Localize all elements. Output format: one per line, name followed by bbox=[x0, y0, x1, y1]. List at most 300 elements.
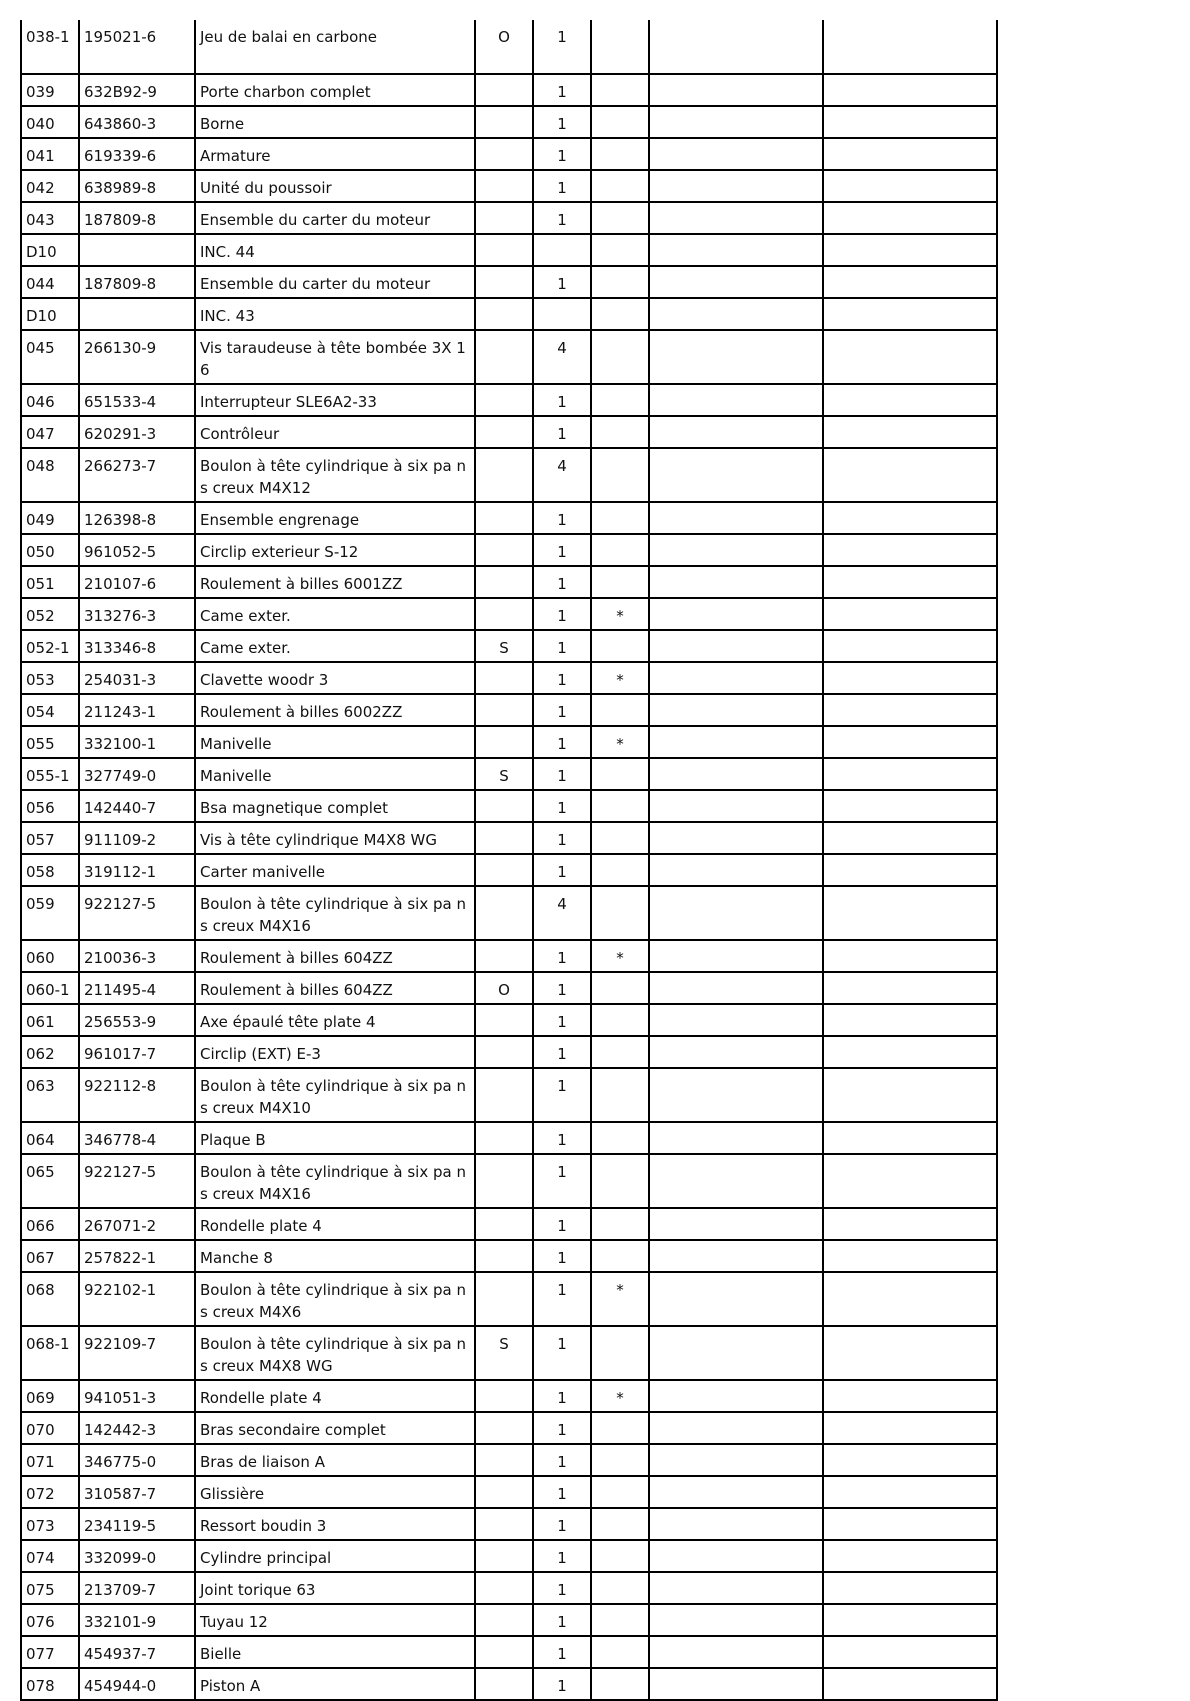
item-no-cell: 073 bbox=[21, 1508, 79, 1540]
description-cell: Bras de liaison A bbox=[195, 1444, 475, 1476]
item-no-cell: 042 bbox=[21, 170, 79, 202]
qty-cell: 1 bbox=[533, 1004, 591, 1036]
note-cell bbox=[591, 566, 649, 598]
blank-2-cell bbox=[823, 1380, 997, 1412]
table-row bbox=[21, 854, 997, 886]
blank-1-cell bbox=[649, 940, 823, 972]
part-no-cell: 941051-3 bbox=[79, 1380, 195, 1412]
part-no-cell: 267071-2 bbox=[79, 1208, 195, 1240]
flag-cell bbox=[475, 1068, 533, 1122]
item-no-cell: 050 bbox=[21, 534, 79, 566]
blank-2-cell bbox=[823, 1326, 997, 1380]
description-cell: Piston A bbox=[195, 1668, 475, 1700]
description-cell: Roulement à billes 6002ZZ bbox=[195, 694, 475, 726]
part-no-cell: 620291-3 bbox=[79, 416, 195, 448]
description-cell: Vis taraudeuse à tête bombée 3X 16 bbox=[195, 330, 475, 384]
flag-cell bbox=[475, 170, 533, 202]
table-row bbox=[21, 1272, 997, 1326]
qty-cell: 1 bbox=[533, 630, 591, 662]
blank-1-cell bbox=[649, 1004, 823, 1036]
table-row bbox=[21, 886, 997, 940]
description-cell: Rondelle plate 4 bbox=[195, 1208, 475, 1240]
note-cell bbox=[591, 758, 649, 790]
table-row bbox=[21, 1444, 997, 1476]
flag-cell bbox=[475, 448, 533, 502]
item-no-cell: 060 bbox=[21, 940, 79, 972]
note-cell bbox=[591, 234, 649, 266]
note-cell bbox=[591, 502, 649, 534]
table-row bbox=[21, 1068, 997, 1122]
blank-2-cell bbox=[823, 662, 997, 694]
blank-1-cell bbox=[649, 416, 823, 448]
note-cell bbox=[591, 822, 649, 854]
part-no-cell: 256553-9 bbox=[79, 1004, 195, 1036]
qty-cell: 1 bbox=[533, 1412, 591, 1444]
qty-cell: 1 bbox=[533, 202, 591, 234]
table-row bbox=[21, 726, 997, 758]
part-no-cell: 327749-0 bbox=[79, 758, 195, 790]
flag-cell bbox=[475, 1540, 533, 1572]
description-cell: Manche 8 bbox=[195, 1240, 475, 1272]
table-row bbox=[21, 534, 997, 566]
table-row bbox=[21, 138, 997, 170]
table-row bbox=[21, 298, 997, 330]
qty-cell: 1 bbox=[533, 598, 591, 630]
table-row bbox=[21, 972, 997, 1004]
item-no-cell: 051 bbox=[21, 566, 79, 598]
blank-2-cell bbox=[823, 854, 997, 886]
part-no-cell: 211243-1 bbox=[79, 694, 195, 726]
note-cell bbox=[591, 448, 649, 502]
qty-cell bbox=[533, 298, 591, 330]
blank-2-cell bbox=[823, 266, 997, 298]
item-no-cell: 062 bbox=[21, 1036, 79, 1068]
table-row bbox=[21, 790, 997, 822]
table-row bbox=[21, 694, 997, 726]
table-row bbox=[21, 170, 997, 202]
flag-cell: S bbox=[475, 630, 533, 662]
part-no-cell: 643860-3 bbox=[79, 106, 195, 138]
part-no-cell: 210107-6 bbox=[79, 566, 195, 598]
table-row bbox=[21, 416, 997, 448]
qty-cell: 4 bbox=[533, 886, 591, 940]
flag-cell bbox=[475, 74, 533, 106]
blank-2-cell bbox=[823, 886, 997, 940]
note-cell bbox=[591, 854, 649, 886]
note-cell bbox=[591, 1068, 649, 1122]
flag-cell: S bbox=[475, 1326, 533, 1380]
description-cell: Glissière bbox=[195, 1476, 475, 1508]
qty-cell: 1 bbox=[533, 854, 591, 886]
part-no-cell: 266273-7 bbox=[79, 448, 195, 502]
blank-2-cell bbox=[823, 1272, 997, 1326]
part-no-cell: 254031-3 bbox=[79, 662, 195, 694]
qty-cell: 1 bbox=[533, 758, 591, 790]
table-row bbox=[21, 1476, 997, 1508]
part-no-cell: 332100-1 bbox=[79, 726, 195, 758]
item-no-cell: D10 bbox=[21, 298, 79, 330]
description-cell: Jeu de balai en carbone bbox=[195, 20, 475, 74]
item-no-cell: 053 bbox=[21, 662, 79, 694]
item-no-cell: 060-1 bbox=[21, 972, 79, 1004]
table-row bbox=[21, 598, 997, 630]
description-cell: Cylindre principal bbox=[195, 1540, 475, 1572]
table-row bbox=[21, 1240, 997, 1272]
blank-1-cell bbox=[649, 1540, 823, 1572]
blank-1-cell bbox=[649, 534, 823, 566]
blank-1-cell bbox=[649, 330, 823, 384]
description-cell: Bras secondaire complet bbox=[195, 1412, 475, 1444]
blank-2-cell bbox=[823, 1636, 997, 1668]
table-row bbox=[21, 940, 997, 972]
blank-1-cell bbox=[649, 298, 823, 330]
note-cell bbox=[591, 384, 649, 416]
table-row bbox=[21, 74, 997, 106]
table-row bbox=[21, 1540, 997, 1572]
qty-cell: 1 bbox=[533, 694, 591, 726]
description-cell: Came exter. bbox=[195, 630, 475, 662]
blank-1-cell bbox=[649, 1036, 823, 1068]
part-no-cell: 922127-5 bbox=[79, 1154, 195, 1208]
table-row bbox=[21, 266, 997, 298]
note-cell bbox=[591, 534, 649, 566]
blank-2-cell bbox=[823, 940, 997, 972]
note-cell bbox=[591, 1572, 649, 1604]
blank-2-cell bbox=[823, 170, 997, 202]
description-cell: Boulon à tête cylindrique à six pa ns creux M4X12 bbox=[195, 448, 475, 502]
part-no-cell: 266130-9 bbox=[79, 330, 195, 384]
note-cell bbox=[591, 1208, 649, 1240]
blank-2-cell bbox=[823, 1508, 997, 1540]
flag-cell bbox=[475, 726, 533, 758]
blank-1-cell bbox=[649, 448, 823, 502]
table-row bbox=[21, 202, 997, 234]
blank-1-cell bbox=[649, 234, 823, 266]
description-cell: Interrupteur SLE6A2-33 bbox=[195, 384, 475, 416]
qty-cell: 1 bbox=[533, 726, 591, 758]
blank-1-cell bbox=[649, 1508, 823, 1540]
note-cell bbox=[591, 416, 649, 448]
note-cell bbox=[591, 1240, 649, 1272]
flag-cell bbox=[475, 330, 533, 384]
blank-1-cell bbox=[649, 1326, 823, 1380]
blank-2-cell bbox=[823, 790, 997, 822]
part-no-cell: 257822-1 bbox=[79, 1240, 195, 1272]
note-cell bbox=[591, 1004, 649, 1036]
part-no-cell: 346775-0 bbox=[79, 1444, 195, 1476]
note-cell bbox=[591, 1444, 649, 1476]
item-no-cell: 045 bbox=[21, 330, 79, 384]
flag-cell bbox=[475, 886, 533, 940]
description-cell: Roulement à billes 6001ZZ bbox=[195, 566, 475, 598]
blank-2-cell bbox=[823, 972, 997, 1004]
item-no-cell: 039 bbox=[21, 74, 79, 106]
blank-2-cell bbox=[823, 234, 997, 266]
table-row bbox=[21, 630, 997, 662]
table-row bbox=[21, 106, 997, 138]
item-no-cell: 071 bbox=[21, 1444, 79, 1476]
flag-cell bbox=[475, 854, 533, 886]
blank-1-cell bbox=[649, 202, 823, 234]
blank-2-cell bbox=[823, 1208, 997, 1240]
blank-1-cell bbox=[649, 1068, 823, 1122]
qty-cell: 1 bbox=[533, 1476, 591, 1508]
flag-cell bbox=[475, 822, 533, 854]
blank-1-cell bbox=[649, 1412, 823, 1444]
blank-1-cell bbox=[649, 1272, 823, 1326]
blank-2-cell bbox=[823, 1668, 997, 1700]
part-no-cell: 454937-7 bbox=[79, 1636, 195, 1668]
blank-1-cell bbox=[649, 20, 823, 74]
description-cell: Boulon à tête cylindrique à six pa ns creux M4X16 bbox=[195, 886, 475, 940]
blank-2-cell bbox=[823, 630, 997, 662]
description-cell: Boulon à tête cylindrique à six pa ns creux M4X8 WG bbox=[195, 1326, 475, 1380]
blank-1-cell bbox=[649, 384, 823, 416]
blank-2-cell bbox=[823, 1476, 997, 1508]
qty-cell: 1 bbox=[533, 1572, 591, 1604]
item-no-cell: 044 bbox=[21, 266, 79, 298]
note-cell bbox=[591, 20, 649, 74]
flag-cell: S bbox=[475, 758, 533, 790]
flag-cell bbox=[475, 1272, 533, 1326]
table-row bbox=[21, 1604, 997, 1636]
item-no-cell: 058 bbox=[21, 854, 79, 886]
blank-1-cell bbox=[649, 1208, 823, 1240]
qty-cell: 1 bbox=[533, 790, 591, 822]
blank-1-cell bbox=[649, 726, 823, 758]
item-no-cell: 038-1 bbox=[21, 20, 79, 74]
qty-cell: 1 bbox=[533, 1240, 591, 1272]
blank-1-cell bbox=[649, 1154, 823, 1208]
qty-cell: 1 bbox=[533, 972, 591, 1004]
table-row bbox=[21, 234, 997, 266]
part-no-cell: 210036-3 bbox=[79, 940, 195, 972]
flag-cell bbox=[475, 1668, 533, 1700]
blank-1-cell bbox=[649, 822, 823, 854]
note-cell bbox=[591, 630, 649, 662]
blank-2-cell bbox=[823, 1572, 997, 1604]
blank-1-cell bbox=[649, 790, 823, 822]
item-no-cell: 047 bbox=[21, 416, 79, 448]
description-cell: Contrôleur bbox=[195, 416, 475, 448]
part-no-cell: 195021-6 bbox=[79, 20, 195, 74]
description-cell: Came exter. bbox=[195, 598, 475, 630]
note-cell bbox=[591, 138, 649, 170]
note-cell bbox=[591, 1508, 649, 1540]
qty-cell: 1 bbox=[533, 662, 591, 694]
flag-cell bbox=[475, 1154, 533, 1208]
item-no-cell: 048 bbox=[21, 448, 79, 502]
note-cell bbox=[591, 298, 649, 330]
blank-1-cell bbox=[649, 662, 823, 694]
blank-2-cell bbox=[823, 1412, 997, 1444]
part-no-cell: 632B92-9 bbox=[79, 74, 195, 106]
description-cell: Axe épaulé tête plate 4 bbox=[195, 1004, 475, 1036]
note-cell bbox=[591, 106, 649, 138]
flag-cell bbox=[475, 1208, 533, 1240]
item-no-cell: D10 bbox=[21, 234, 79, 266]
item-no-cell: 061 bbox=[21, 1004, 79, 1036]
table-row bbox=[21, 1636, 997, 1668]
flag-cell bbox=[475, 384, 533, 416]
item-no-cell: 055-1 bbox=[21, 758, 79, 790]
part-no-cell: 319112-1 bbox=[79, 854, 195, 886]
table-row bbox=[21, 20, 997, 74]
blank-2-cell bbox=[823, 1240, 997, 1272]
blank-2-cell bbox=[823, 502, 997, 534]
blank-2-cell bbox=[823, 1068, 997, 1122]
part-no-cell: 142442-3 bbox=[79, 1412, 195, 1444]
item-no-cell: 055 bbox=[21, 726, 79, 758]
note-cell bbox=[591, 1122, 649, 1154]
item-no-cell: 074 bbox=[21, 1540, 79, 1572]
note-cell bbox=[591, 1326, 649, 1380]
blank-2-cell bbox=[823, 1604, 997, 1636]
qty-cell: 1 bbox=[533, 170, 591, 202]
blank-2-cell bbox=[823, 1122, 997, 1154]
blank-2-cell bbox=[823, 1004, 997, 1036]
table-row bbox=[21, 1036, 997, 1068]
qty-cell: 1 bbox=[533, 1272, 591, 1326]
flag-cell bbox=[475, 1444, 533, 1476]
flag-cell bbox=[475, 566, 533, 598]
part-no-cell: 922112-8 bbox=[79, 1068, 195, 1122]
note-cell bbox=[591, 170, 649, 202]
qty-cell: 1 bbox=[533, 1508, 591, 1540]
note-cell: * bbox=[591, 662, 649, 694]
flag-cell bbox=[475, 106, 533, 138]
item-no-cell: 075 bbox=[21, 1572, 79, 1604]
blank-1-cell bbox=[649, 566, 823, 598]
qty-cell: 1 bbox=[533, 1036, 591, 1068]
table-row bbox=[21, 1154, 997, 1208]
item-no-cell: 057 bbox=[21, 822, 79, 854]
table-row bbox=[21, 1412, 997, 1444]
flag-cell bbox=[475, 1036, 533, 1068]
part-no-cell: 126398-8 bbox=[79, 502, 195, 534]
description-cell: Circlip exterieur S-12 bbox=[195, 534, 475, 566]
note-cell: * bbox=[591, 1380, 649, 1412]
qty-cell: 1 bbox=[533, 266, 591, 298]
table-row bbox=[21, 1508, 997, 1540]
item-no-cell: 052 bbox=[21, 598, 79, 630]
qty-cell: 1 bbox=[533, 1154, 591, 1208]
table-row bbox=[21, 662, 997, 694]
item-no-cell: 078 bbox=[21, 1668, 79, 1700]
flag-cell bbox=[475, 416, 533, 448]
blank-1-cell bbox=[649, 1380, 823, 1412]
flag-cell bbox=[475, 202, 533, 234]
item-no-cell: 043 bbox=[21, 202, 79, 234]
description-cell: Rondelle plate 4 bbox=[195, 1380, 475, 1412]
blank-1-cell bbox=[649, 1240, 823, 1272]
blank-2-cell bbox=[823, 202, 997, 234]
blank-2-cell bbox=[823, 1036, 997, 1068]
parts-table bbox=[20, 20, 998, 1701]
part-no-cell: 213709-7 bbox=[79, 1572, 195, 1604]
blank-2-cell bbox=[823, 534, 997, 566]
part-no-cell: 332101-9 bbox=[79, 1604, 195, 1636]
part-no-cell: 454944-0 bbox=[79, 1668, 195, 1700]
description-cell: Manivelle bbox=[195, 726, 475, 758]
flag-cell bbox=[475, 1380, 533, 1412]
table-row bbox=[21, 758, 997, 790]
description-cell: Borne bbox=[195, 106, 475, 138]
blank-2-cell bbox=[823, 758, 997, 790]
flag-cell: O bbox=[475, 972, 533, 1004]
blank-2-cell bbox=[823, 1154, 997, 1208]
blank-1-cell bbox=[649, 854, 823, 886]
blank-1-cell bbox=[649, 886, 823, 940]
description-cell: Unité du poussoir bbox=[195, 170, 475, 202]
table-row bbox=[21, 1668, 997, 1700]
blank-1-cell bbox=[649, 1668, 823, 1700]
table-row bbox=[21, 566, 997, 598]
description-cell: Boulon à tête cylindrique à six pa ns creux M4X16 bbox=[195, 1154, 475, 1208]
blank-1-cell bbox=[649, 502, 823, 534]
item-no-cell: 049 bbox=[21, 502, 79, 534]
table-row bbox=[21, 384, 997, 416]
blank-1-cell bbox=[649, 972, 823, 1004]
qty-cell: 1 bbox=[533, 20, 591, 74]
description-cell: Carter manivelle bbox=[195, 854, 475, 886]
flag-cell bbox=[475, 138, 533, 170]
flag-cell bbox=[475, 1122, 533, 1154]
blank-1-cell bbox=[649, 598, 823, 630]
note-cell bbox=[591, 886, 649, 940]
description-cell: Circlip (EXT) E-3 bbox=[195, 1036, 475, 1068]
flag-cell bbox=[475, 598, 533, 630]
flag-cell bbox=[475, 790, 533, 822]
blank-1-cell bbox=[649, 758, 823, 790]
description-cell: Ressort boudin 3 bbox=[195, 1508, 475, 1540]
qty-cell: 1 bbox=[533, 534, 591, 566]
note-cell bbox=[591, 1412, 649, 1444]
blank-1-cell bbox=[649, 1572, 823, 1604]
qty-cell: 1 bbox=[533, 1636, 591, 1668]
table-row bbox=[21, 822, 997, 854]
blank-1-cell bbox=[649, 1122, 823, 1154]
qty-cell: 1 bbox=[533, 416, 591, 448]
part-no-cell: 187809-8 bbox=[79, 266, 195, 298]
flag-cell bbox=[475, 1508, 533, 1540]
note-cell bbox=[591, 1036, 649, 1068]
table-row bbox=[21, 502, 997, 534]
flag-cell bbox=[475, 1004, 533, 1036]
flag-cell bbox=[475, 940, 533, 972]
description-cell: INC. 43 bbox=[195, 298, 475, 330]
description-cell: Joint torique 63 bbox=[195, 1572, 475, 1604]
flag-cell bbox=[475, 1240, 533, 1272]
part-no-cell: 313346-8 bbox=[79, 630, 195, 662]
blank-1-cell bbox=[649, 1636, 823, 1668]
qty-cell: 1 bbox=[533, 566, 591, 598]
note-cell: * bbox=[591, 1272, 649, 1326]
note-cell bbox=[591, 1476, 649, 1508]
item-no-cell: 054 bbox=[21, 694, 79, 726]
blank-1-cell bbox=[649, 170, 823, 202]
flag-cell bbox=[475, 266, 533, 298]
blank-2-cell bbox=[823, 566, 997, 598]
qty-cell: 4 bbox=[533, 448, 591, 502]
flag-cell: O bbox=[475, 20, 533, 74]
parts-table-body bbox=[21, 20, 997, 1700]
part-no-cell: 234119-5 bbox=[79, 1508, 195, 1540]
qty-cell: 1 bbox=[533, 384, 591, 416]
part-no-cell: 638989-8 bbox=[79, 170, 195, 202]
item-no-cell: 068 bbox=[21, 1272, 79, 1326]
item-no-cell: 056 bbox=[21, 790, 79, 822]
